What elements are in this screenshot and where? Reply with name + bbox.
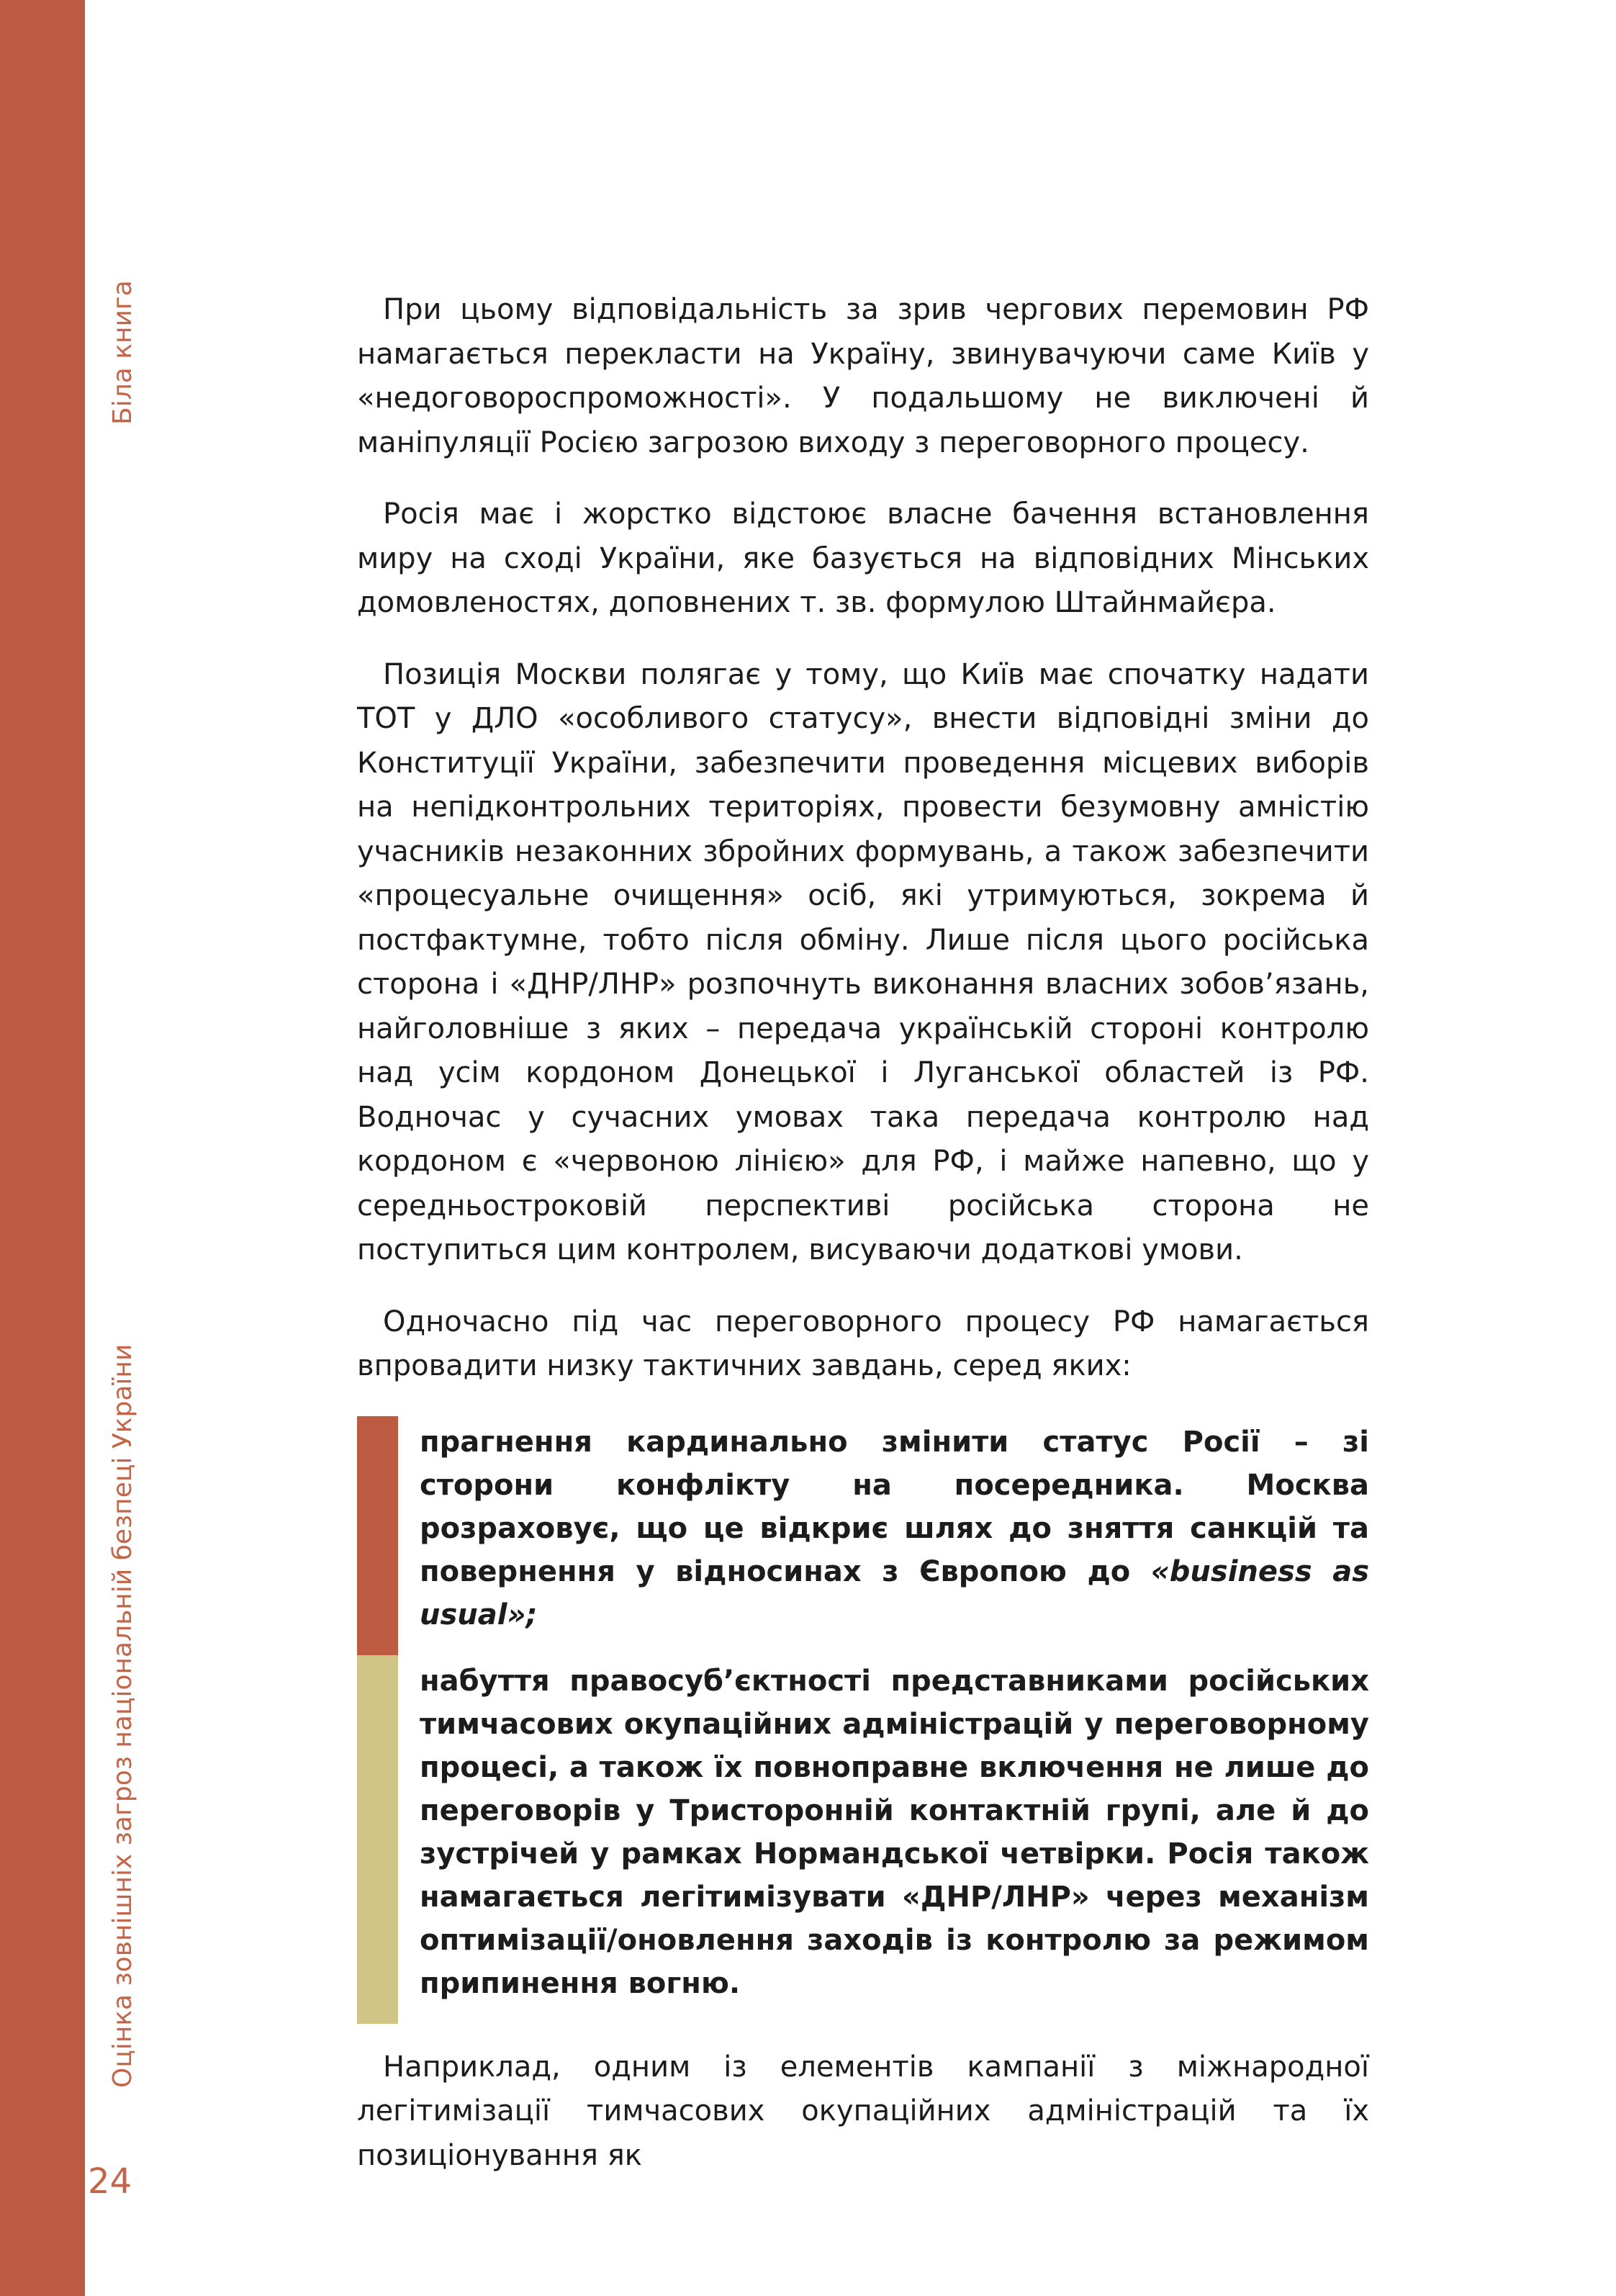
page-number: 24 — [88, 2161, 132, 2202]
bullet-item-1-emphasis: «business as usual»; — [420, 1554, 1370, 1631]
paragraph-5: Наприклад, одним із елементів кампанії з міжнародної легітимізації тимчасових окупаційних адміністрацій та їх позиціонування як — [357, 2050, 1369, 2172]
bullet-bar-rust — [357, 1416, 398, 1655]
paragraph-3: Позиція Москви полягає у тому, що Київ має спочатку надати ТОТ у ДЛО «особливого статусу», внести відповідні зміни до Конституції України, забезпечити проведення місцевих виборів на непідконтрольних територіях, провести безумовну амністію учасників незаконних збройних формувань, а також забезпечити «процесуальне очищення» осіб, які утримуються, зокрема й постфактумне, тобто після обміну. Лише після цього російська сторона і «ДНР/ЛНР» розпочнуть виконання власних зобов’язань, найголовніше з яких – передача українській стороні контролю над усім кордоном Донецької і Луганської областей із РФ. Водночас у сучасних умовах така передача контролю над кордоном є «червоною лінією» для РФ, і майже напевно, що у середньостроковій перспективі російська сторона не поступиться цим контролем, висуваючи додаткові умови. — [357, 657, 1369, 1266]
main-text — [357, 288, 1369, 2205]
bullet-item-1-text: прагнення кардинально змінити статус Росії – зі сторони конфлікту на посередника. Москва розраховує, що це відкриє шлях до зняття санкцій та повернення у відносинах з Європою до «business as usual»; — [420, 1425, 1370, 1631]
bullet-bar-khaki — [357, 1655, 398, 2024]
bullet-item-2 — [420, 1655, 1369, 2024]
paragraph-2: Росія має і жорстко відстоює власне бачення встановлення миру на сході України, яке базується на відповідних Мінських домовленостях, доповнених т. зв. формулою Штайнмайєра. — [357, 498, 1369, 619]
paragraph-1: При цьому відповідальність за зрив чергових перемовин РФ намагається перекласти на Україну, звинувачуючи саме Київ у «недоговороспроможності». У подальшому не виключені й маніпуляції Росією загрозою виходу з переговорного процесу. — [357, 293, 1369, 459]
bullet-item-1 — [420, 1416, 1369, 1655]
bullet-item-2-text: набуття правосуб’єктності представниками російських тимчасових окупаційних адміністрацій у переговорному процесі, а також їх повноправне включення не лише до переговорів у Тристоронній контактній групі, але й до зустрічей у рамках Нормандської четвірки. Росія також намагається легітимізувати «ДНР/ЛНР» через механізм оптимізації/оновлення заходів із контролю за режимом припинення вогню. — [420, 1664, 1369, 2000]
paragraph-4: Одночасно під час переговорного процесу РФ намагається впровадити низку тактичних завдань, серед яких: — [357, 1305, 1369, 1382]
running-title: Біла книга — [108, 280, 137, 425]
running-subtitle: Оцінка зовнішніх загроз національній безпеці України — [108, 1343, 137, 2088]
sidebar-stripe — [0, 0, 85, 2296]
